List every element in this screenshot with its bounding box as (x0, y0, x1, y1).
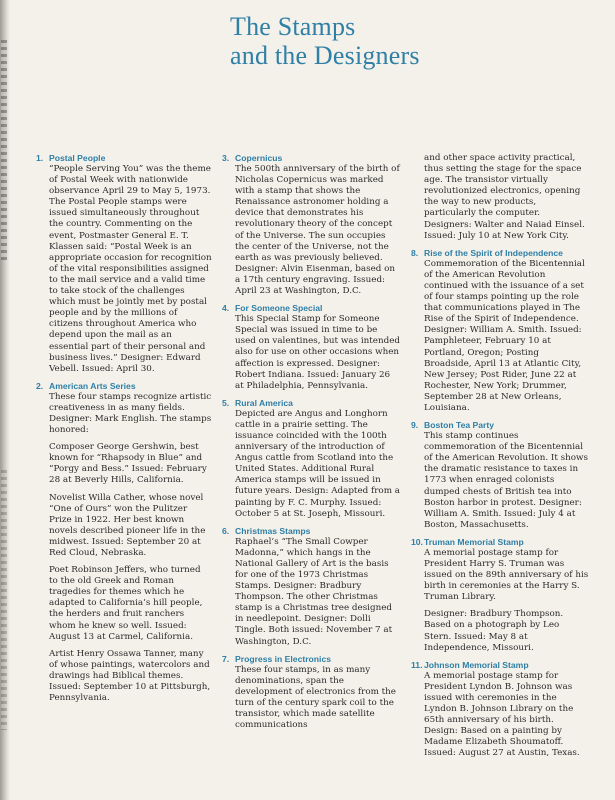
entry-heading (36, 153, 212, 164)
entry-body (409, 671, 589, 760)
entry-heading-text: Rise of the Spirit of Independence (424, 247, 563, 258)
entry-heading-text: Rural America (235, 397, 293, 408)
entry-heading (222, 654, 400, 665)
entry-paragraph: The 500th anniversary of the birth of Nicholas Copernicus was marked with a stamp that shows the Renaissance astronomer holding a device that demonstrates his revolutionary theory of the concept of the Universe. The sun occupies the center of the Universe, not the earth as was previously believed. Designer: Alvin Eisenman, based on a 17th century engraving. Issued: April 23 at Washington, D.C. (235, 164, 400, 297)
entry-heading (411, 660, 589, 671)
entry-heading (222, 526, 400, 537)
title-line-2: and the Designers (230, 41, 420, 70)
entry-heading (222, 398, 400, 409)
entry-heading (36, 381, 212, 392)
entry-body (409, 259, 589, 414)
entry-number: 5. (222, 397, 230, 408)
entry-paragraph: “People Serving You” was the theme of Postal Week with nationwide observance April 29 to May 5, 1973. The Postal People stamps were issued simultaneously throughout the country. Commenting on the event, Postmaster General E. T. Klassen said: “Postal Week is an appropriate occasion for recognition of the vital responsibilities assigned to the mail service and a valid time to take stock of the challenges which must be jointly met by postal people and by the millions of citizens throughout America who depend upon the mail as an essential part of their personal and business lives.” Designer: Edward Vebell. Issued: April 30. (49, 164, 212, 374)
entry-heading (411, 248, 589, 259)
entry-heading (411, 537, 589, 548)
entry-paragraph: Raphael’s “The Small Cowper Madonna,” which hangs in the National Gallery of Art is the basis for one of the 1973 Christmas Stamps. Designer: Bradbury Thompson. The other Christmas stamp is a Christmas tree designed in needlepoint. Designer: Dolli Tingle. Both issued: November 7 at Washington, D.C. (235, 536, 393, 647)
entry-paragraph: A memorial postage stamp for President Harry S. Truman was issued on the 89th anniversary of his birth in ceremonies at the Harry S. Truman Library. (424, 547, 589, 603)
entry-heading-text: Copernicus (235, 153, 283, 163)
entry-body (220, 314, 400, 392)
stamp-sheet-edge (0, 0, 10, 800)
stamp-entry (220, 654, 400, 732)
stamp-entry (409, 153, 589, 242)
entry-number: 10. (411, 536, 423, 547)
perforation-edge (1, 40, 7, 260)
entry-body (409, 548, 589, 654)
page-title (230, 12, 590, 70)
entry-number: 3. (222, 153, 230, 163)
entry-paragraph: Depicted are Angus and Longhorn cattle in a prairie setting. The issuance coincided with the 100th anniversary of the introduction of Angus cattle from Scotland into the United States. Additional Rural America stamps will be issued in future years. Design: Adapted from a painting by F. C. Murphy. Issued: October 5 at St. Joseph, Missouri. (235, 408, 400, 519)
stamp-entry (220, 153, 400, 297)
stamp-entry (409, 248, 589, 414)
entry-paragraph: This stamp continues commemoration of the Bicentennial of the American Revolution. It shows the dramatic resistance to taxes in 1773 when enraged colonists dumped chests of British tea into Boston harbor in protest. Designer: William A. Smith. Issued: July 4 at Boston, Massachusetts. (424, 431, 589, 530)
entry-paragraph: This Special Stamp for Someone Special was issued in time to be used on valentines, but was intended also for use on other occasions when affection is expressed. Designer: Robert Indiana. Issued: January 26 at Philadelphia, Pennsylvania. (235, 314, 400, 391)
entry-number: 9. (411, 420, 419, 431)
stamp-entry (409, 660, 589, 760)
entry-body (220, 164, 400, 297)
entry-number: 7. (222, 653, 230, 664)
entry-number: 2. (36, 380, 44, 391)
entry-number: 4. (222, 303, 230, 314)
entry-paragraph: Novelist Willa Cather, whose novel “One of Ours” won the Pulitzer Prize in 1922. Her best known novels described pioneer life in the midwest. Issued: September 20 at Red Cloud, Nebraska. (49, 492, 206, 558)
entry-heading-text: Truman Memorial Stamp (424, 536, 524, 547)
entry-heading (222, 153, 400, 164)
entry-paragraph: These four stamps recognize artistic creativeness in as many fields. Designer: Mark English. The stamps honored: (49, 391, 212, 436)
entry-body (34, 164, 212, 375)
entry-paragraph: and other space activity practical, thus setting the stage for the space age. The transistor virtually revolutionized electronics, opening the way to new products, particularly the computer. Designers: Walter and Naiad Einsel. Issued: July 10 at New York City. (424, 153, 585, 241)
entry-body (34, 392, 212, 704)
entry-body (220, 409, 400, 520)
stamp-entry (220, 526, 400, 648)
entry-paragraph: Artist Henry Ossawa Tanner, many of whose paintings, watercolors and drawings had Biblical themes. Issued: September 10 at Pittsburgh, Pennsylvania. (49, 648, 211, 704)
entry-heading-text: For Someone Special (235, 303, 323, 314)
entry-heading-text: Progress in Electronics (235, 653, 331, 664)
entry-paragraph: Designer: Bradbury Thompson. Based on a photograph by Leo Stern. Issued: May 8 at Independence, Missouri. (424, 609, 564, 653)
entry-heading-text: Christmas Stamps (235, 525, 311, 536)
entry-paragraph: A memorial postage stamp for President Lyndon B. Johnson was issued with ceremonies in the Lyndon B. Johnson Library on the 65th anniversary of his birth. Design: Based on a painting by Madame Elizabeth Shoumatoff. Issued: August 27 at Austin, Texas. (424, 670, 580, 759)
entry-body (409, 431, 589, 531)
entry-paragraph: Poet Robinson Jeffers, who turned to the old Greek and Roman tragedies for themes which he adapted to California’s hill people, the herders and fruit ranchers whom he knew so well. Issued: August 13 at Carmel, California. (49, 565, 203, 642)
stamp-entry (220, 303, 400, 392)
entry-number: 11. (411, 659, 423, 670)
stamp-entry (409, 420, 589, 531)
entry-heading-text: Johnson Memorial Stamp (424, 659, 529, 670)
entry-heading (222, 303, 400, 314)
perforation-edge-lower (1, 470, 7, 730)
entry-body (220, 665, 400, 732)
entry-number: 6. (222, 525, 230, 536)
stamp-entry (34, 153, 212, 375)
entry-body (220, 537, 400, 648)
entry-paragraph: Composer George Gershwin, best known for “Rhapsody in Blue” and “Porgy and Bess.” Issued: February 28 at Beverly Hills, California. (49, 442, 207, 486)
entry-heading (411, 420, 589, 431)
title-line-1: The Stamps (230, 12, 356, 41)
text-column-2 (220, 153, 400, 737)
entry-body (409, 153, 589, 242)
entry-paragraph: Commemoration of the Bicentennial of the American Revolution continued with the issuance of a set of four stamps pointing up the role that communications played in The Rise of the Spirit of Independence. Designer: William A. Smith. Issued: Pamphleteer, February 10 at Portland, Oregon; Posting Broadside, April 13 at Atlantic City, New Jersey; Post Rider, June 22 at Rochester, New York; Drummer, September 28 at New Orleans, Louisiana. (424, 258, 585, 413)
text-column-3 (409, 153, 589, 766)
entry-number: 1. (36, 153, 44, 163)
entry-heading-text: Postal People (49, 153, 106, 163)
stamp-entry (34, 381, 212, 704)
entry-number: 8. (411, 247, 419, 258)
entry-heading-text: American Arts Series (49, 380, 136, 391)
stamp-entry (220, 398, 400, 520)
text-column-1 (34, 153, 212, 710)
stamp-entry (409, 537, 589, 654)
entry-paragraph: These four stamps, in as many denominations, span the development of electronics from the turn of the century spark coil to the transistor, which made satellite communications (235, 664, 396, 731)
entry-heading-text: Boston Tea Party (424, 420, 495, 431)
